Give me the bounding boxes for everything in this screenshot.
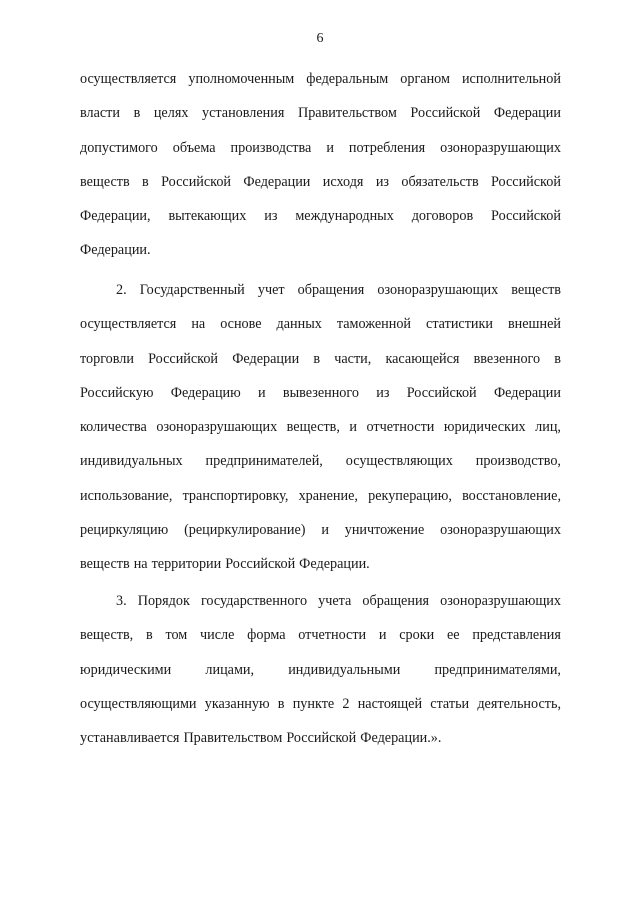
text-line: торговли Российской Федерации в части, касающейся ввезенного в: [80, 350, 561, 367]
text-line: 2. Государственный учет обращения озоноразрушающих веществ: [116, 282, 561, 298]
paragraph-item-3: [80, 592, 561, 763]
text-line: осуществляется на основе данных таможенной статистики внешней: [80, 316, 561, 333]
text-line: осуществляющими указанную в пункте 2 настоящей статьи деятельность,: [80, 695, 561, 712]
text-line: веществ на территории Российской Федерации.: [80, 556, 370, 573]
text-line: власти в целях установления Правительством Российской Федерации: [80, 105, 561, 122]
text-line: использование, транспортировку, хранение, рекуперацию, восстановление,: [80, 487, 561, 504]
paragraph-item-2: [80, 281, 561, 590]
text-line: юридическими лицами, индивидуальными предпринимателями,: [80, 661, 561, 678]
paragraph-continuation: [80, 70, 561, 276]
text-line: веществ в Российской Федерации исходя из обязательств Российской: [80, 173, 561, 190]
text-line: Федерации.: [80, 242, 151, 259]
text-line: 3. Порядок государственного учета обращения озоноразрушающих: [116, 593, 561, 609]
page-number: 6: [316, 31, 324, 46]
text-line: Российскую Федерацию и вывезенного из Российской Федерации: [80, 384, 561, 401]
text-line: рециркуляцию (рециркулирование) и уничтожение озоноразрушающих: [80, 522, 561, 539]
text-line: допустимого объема производства и потребления озоноразрушающих: [80, 139, 561, 156]
text-line: индивидуальных предпринимателей, осуществляющих производство,: [80, 453, 561, 470]
text-line: устанавливается Правительством Российской Федерации.».: [80, 730, 442, 747]
text-line: веществ, в том числе форма отчетности и сроки ее представления: [80, 627, 561, 644]
text-line: осуществляется уполномоченным федеральным органом исполнительной: [80, 71, 561, 87]
text-line: Федерации, вытекающих из международных договоров Российской: [80, 208, 561, 225]
text-line: количества озоноразрушающих веществ, и отчетности юридических лиц,: [80, 419, 561, 436]
